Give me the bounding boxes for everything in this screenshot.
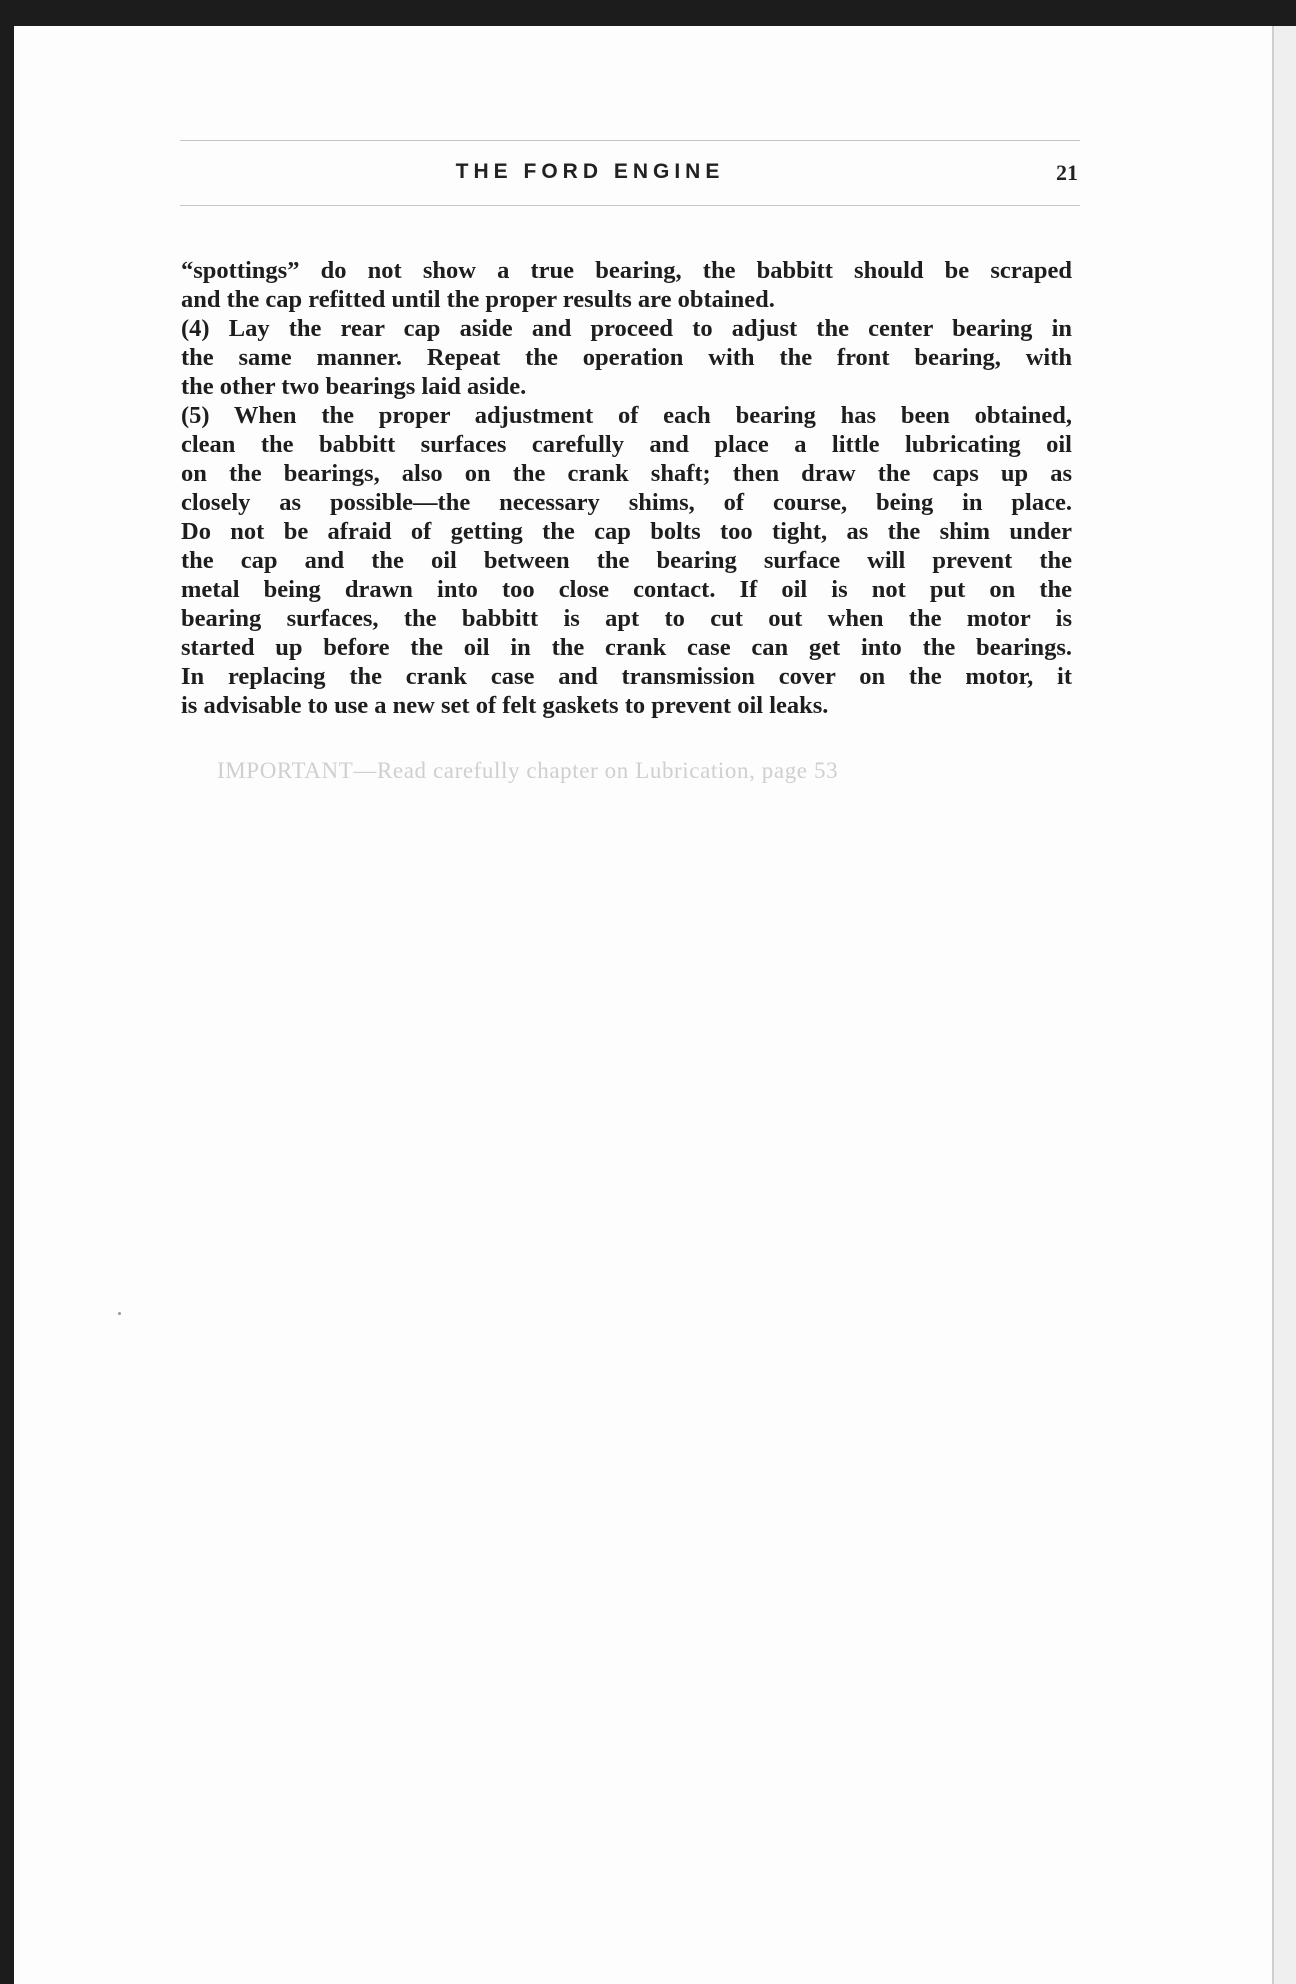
body-text <box>181 256 1072 720</box>
text-line: (4) Lay the rear cap aside and proceed to adjust the center bearing in <box>181 315 1072 342</box>
running-title: THE FORD ENGINE <box>455 160 725 183</box>
text-line: metal being drawn into too close contact. If oil is not put on the <box>181 576 1072 603</box>
text-line: started up before the oil in the crank case can get into the bearings. <box>181 634 1072 661</box>
text-line: the cap and the oil between the bearing surface will prevent the <box>181 547 1072 574</box>
page-edge <box>1272 26 1296 1984</box>
running-head <box>180 158 1080 194</box>
text-line: closely as possible—the necessary shims, of course, being in place. <box>181 489 1072 516</box>
text-line: In replacing the crank case and transmission cover on the motor, it <box>181 663 1072 690</box>
page-number: 21 <box>1056 160 1078 185</box>
paper-speck <box>118 1312 121 1315</box>
text-line: Do not be afraid of getting the cap bolts too tight, as the shim under <box>181 518 1072 545</box>
text-line: on the bearings, also on the crank shaft; then draw the caps up as <box>181 460 1072 487</box>
header-rule-top <box>180 140 1080 141</box>
header-rule-bottom <box>180 205 1080 206</box>
text-line: the other two bearings laid aside. <box>181 373 527 400</box>
text-line: “spottings” do not show a true bearing, the babbitt should be scraped <box>181 257 1072 284</box>
footer-note: IMPORTANT—Read carefully chapter on Lubrication, page 53 <box>217 758 839 783</box>
text-line: and the cap refitted until the proper results are obtained. <box>181 286 775 313</box>
text-line: the same manner. Repeat the operation with the front bearing, with <box>181 344 1072 371</box>
text-line: clean the babbitt surfaces carefully and place a little lubricating oil <box>181 431 1072 458</box>
text-line: (5) When the proper adjustment of each bearing has been obtained, <box>181 402 1072 429</box>
text-line: bearing surfaces, the babbitt is apt to cut out when the motor is <box>181 605 1072 632</box>
text-line: is advisable to use a new set of felt gaskets to prevent oil leaks. <box>181 692 829 719</box>
